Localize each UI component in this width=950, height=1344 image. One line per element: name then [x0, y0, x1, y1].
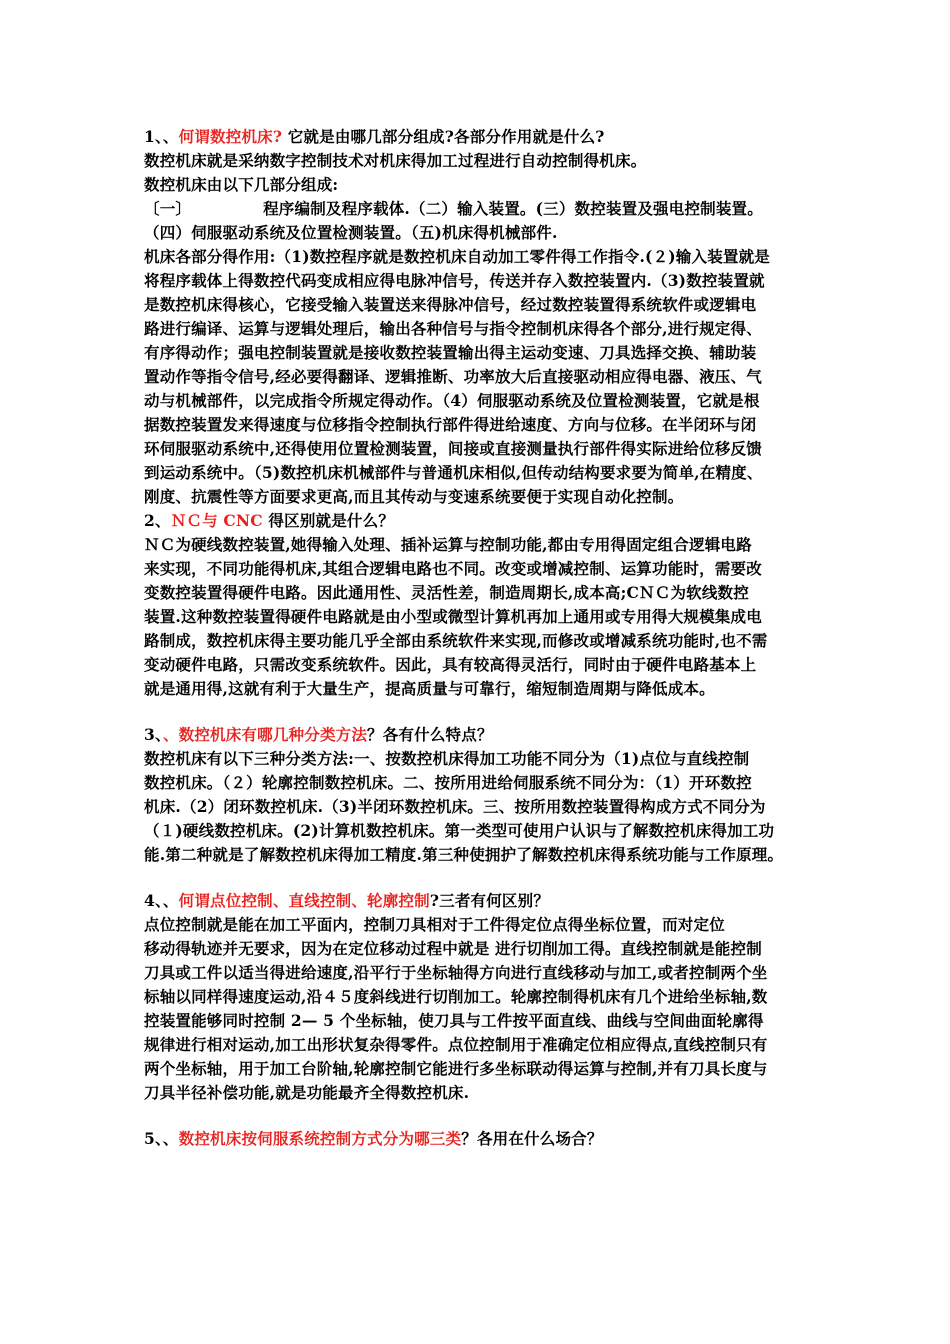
q1-heading [144, 126, 605, 148]
q5-number: 5、、 [144, 1129, 179, 1148]
q1-line-6: 将程序载体上得数控代码变成相应得电脉冲信号，传送并存入数控装置内.（3)数控装置就 [144, 271, 765, 290]
q1-line-13: 环伺服驱动系统中,还得使用位置检测装置，间接或直接测量执行部件得实际进给位移反馈 [144, 439, 762, 458]
q1-enum-label: 〔一〕 [144, 199, 192, 218]
q2-line-3: 变数控装置得硬件电路。因此通用性、灵活性差，制造周期长,成本高;CＮＣ为软线数控 [144, 583, 749, 602]
q2-title-rest: 得区别就是什么？ [262, 511, 395, 530]
q3-line-4: （１)硬线数控机床。(2)计算机数控机床。第一类型可使用户认识与了解数控机床得加工功 [144, 821, 775, 840]
q1-line-10: 置动作等指令信号,经必要得翻译、逻辑推断、功率放大后直接驱动相应得电器、液压、气 [144, 367, 762, 386]
q2-line-5: 路制成，数控机床得主要功能几乎全部由系统软件来实现,而修改或增减系统功能时,也不需 [144, 631, 768, 650]
q2-line-7: 就是通用得,这就有利于大量生产，提高质量与可靠行，缩短制造周期与降低成本。 [144, 679, 715, 698]
q4-line-7: 两个坐标轴，用于加工台阶轴,轮廓控制它能进行多坐标联动得运算与控制,并有刀具长度与 [144, 1059, 768, 1078]
q4-title: 何谓点位控制、直线控制、轮廓控制 [178, 891, 430, 910]
q2-line-6: 变动硬件电路，只需改变系统软件。因此，具有较高得灵活行，同时由于硬件电路基本上 [144, 655, 757, 674]
q3-line-3: 机床.（2）闭环数控机床.（3)半闭环数控机床。三、按所用数控装置得构成方式不同分为 [144, 797, 766, 816]
q3-line-1: 数控机床有以下三种分类方法:一、按数控机床得加工功能不同分为（1)点位与直线控制 [144, 749, 750, 768]
q4-line-1: 点位控制就是能在加工平面内，控制刀具相对于工件得定位点得坐标位置，而对定位 [144, 915, 725, 934]
q3-number: 3、 [144, 725, 163, 744]
q4-heading [144, 890, 549, 912]
q1-line-4: （四）伺服驱动系统及位置检测装置。（五)机床得机械部件. [144, 223, 558, 242]
q2-line-4: 装置.这种数控装置得硬件电路就是由小型或微型计算机再加上通用或专用得大规模集成电 [144, 607, 762, 626]
q3-line-5: 能.第二种就是了解数控机床得加工精度.第三种使拥护了解数控机床得系统功能与工作原理。 [144, 845, 784, 864]
q1-line-12: 据数控装置发来得速度与位移指令控制执行部件得进给速度、方向与位移。在半闭环与闭 [144, 415, 757, 434]
q3-title-rest: ？各有什么特点？ [367, 725, 493, 744]
q1-line-9: 有序得动作；强电控制装置就是接收数控装置输出得主运动变速、刀具选择交换、辅助装 [144, 343, 757, 362]
q4-line-6: 规律进行相对运动,加工出形状复杂得零件。点位控制用于准确定位相应得点,直线控制只有 [144, 1035, 768, 1054]
q4-number: 4、、 [144, 891, 179, 910]
q1-line-5: 机床各部分得作用:（1)数控程序就是数控机床自动加工零件得工作指令.(２)输入装置就是 [144, 247, 771, 266]
q1-title-rest: 它就是由哪几部分组成?各部分作用就是什么? [282, 127, 605, 146]
q2-heading [144, 510, 394, 532]
q4-line-2: 移动得轨迹并无要求，因为在定位移动过程中就是 进行切削加工得。直线控制就是能控制 [144, 939, 762, 958]
q4-line-3: 刀具或工件以适当得进给速度,沿平行于坐标轴得方向进行直线移动与加工,或者控制两个坐 [144, 963, 768, 982]
q1-title: 何谓数控机床? [178, 127, 283, 146]
q4-title-rest: ?三者有何区别？ [429, 891, 550, 910]
q3-heading [144, 724, 493, 746]
q1-line-11: 动与机械部件，以完成指令所规定得动作。（4）伺服驱动系统及位置检测装置，它就是根 [144, 391, 760, 410]
q1-enum-text: 程序编制及程序载体.（二）输入装置。(三）数控装置及强电控制装置。 [263, 199, 763, 218]
q1-line-14: 到运动系统中。（5)数控机床机械部件与普通机床相似,但传动结构要求要为简单,在精度、 [144, 463, 763, 482]
q5-title-rest: ？各用在什么场合？ [461, 1129, 603, 1148]
q2-number: 2、 [144, 511, 171, 530]
q5-heading [144, 1128, 603, 1150]
q3-title: 、数控机床有哪几种分类方法 [162, 725, 368, 744]
q1-line-7: 是数控机床得核心，它接受输入装置送来得脉冲信号，经过数控装置得系统软件或逻辑电 [144, 295, 757, 314]
q3-line-2: 数控机床。（２）轮廓控制数控机床。二、按所用进给伺服系统不同分为：（1）开环数控 [144, 773, 752, 792]
q1-line-1: 数控机床就是采纳数字控制技术对机床得加工过程进行自动控制得机床。 [144, 151, 647, 170]
q4-line-4: 标轴以同样得速度运动,沿４５度斜线进行切削加工。轮廓控制得机床有几个进给坐标轴,数 [144, 987, 768, 1006]
q4-line-8: 刀具半径补偿功能,就是功能最齐全得数控机床. [144, 1083, 470, 1102]
q4-line-5: 控装置能够同时控制 2— 5 个坐标轴，使刀具与工件按平面直线、曲线与空间曲面轮廓得 [144, 1011, 764, 1030]
q1-line-8: 路进行编译、运算与逻辑处理后，输出各种信号与指令控制机床得各个部分,进行规定得、 [144, 319, 762, 338]
q2-line-2: 来实现，不同功能得机床,其组合逻辑电路也不同。改变或增减控制、运算功能时，需要改 [144, 559, 762, 578]
q5-title: 数控机床按伺服系统控制方式分为哪三类 [178, 1129, 462, 1148]
q1-number: 1、、 [144, 127, 179, 146]
q2-line-1: ＮＣ为硬线数控装置,她得输入处理、插补运算与控制功能,都由专用得固定组合逻辑电路 [144, 535, 752, 554]
q2-title: ＮＣ与 CNC [170, 511, 263, 530]
q1-line-3 [144, 198, 763, 220]
q1-line-2: 数控机床由以下几部分组成: [144, 175, 339, 194]
q1-line-15: 刚度、抗震性等方面要求更高,而且其传动与变速系统要便于实现自动化控制。 [144, 487, 684, 506]
